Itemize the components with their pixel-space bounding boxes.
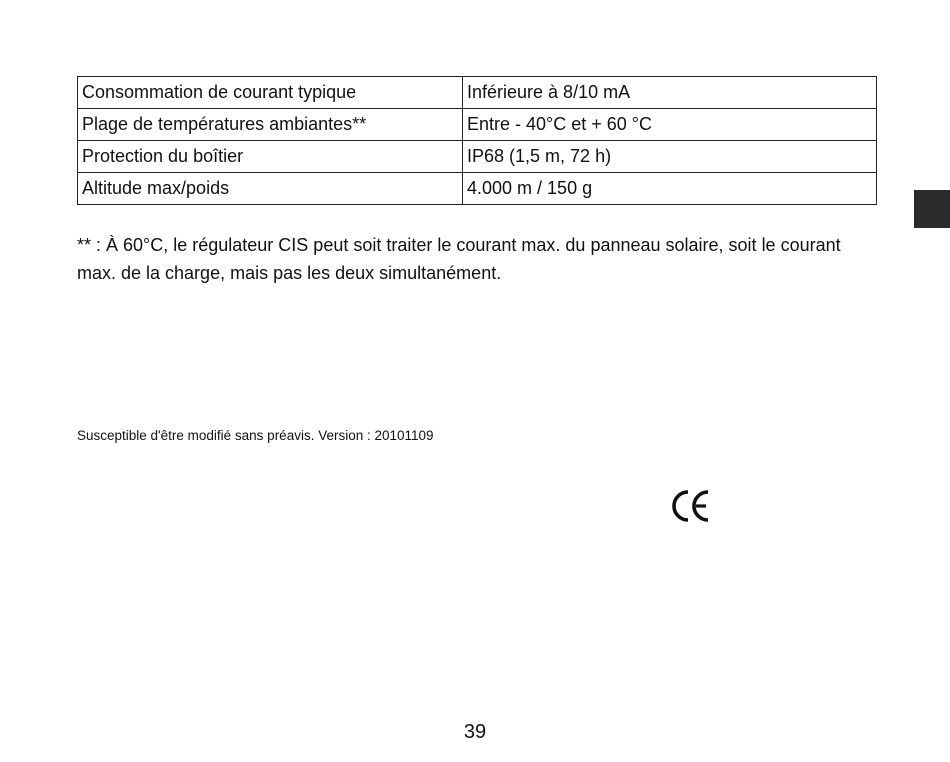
ce-mark-icon bbox=[670, 488, 712, 524]
spec-value: IP68 (1,5 m, 72 h) bbox=[463, 141, 877, 173]
spec-label: Altitude max/poids bbox=[78, 173, 463, 205]
page-number: 39 bbox=[463, 721, 487, 743]
table-row bbox=[78, 173, 877, 205]
temperature-footnote: ** : À 60°C, le régulateur CIS peut soit traiter le courant max. du panneau solaire, soit le courant max. de la charge, mais pas les deux simultanément. bbox=[77, 235, 841, 283]
spec-value: Inférieure à 8/10 mA bbox=[463, 77, 877, 109]
table-row bbox=[78, 141, 877, 173]
table-row bbox=[78, 77, 877, 109]
section-tab-marker bbox=[914, 190, 950, 228]
table-row bbox=[78, 109, 877, 141]
spec-label: Protection du boîtier bbox=[78, 141, 463, 173]
version-disclaimer: Susceptible d'être modifié sans préavis. Version : 20101109 bbox=[77, 428, 434, 443]
spec-value: Entre - 40°C et + 60 °C bbox=[463, 109, 877, 141]
specifications-table bbox=[77, 76, 877, 205]
spec-label: Plage de températures ambiantes** bbox=[78, 109, 463, 141]
spec-value: 4.000 m / 150 g bbox=[463, 173, 877, 205]
spec-label: Consommation de courant typique bbox=[78, 77, 463, 109]
